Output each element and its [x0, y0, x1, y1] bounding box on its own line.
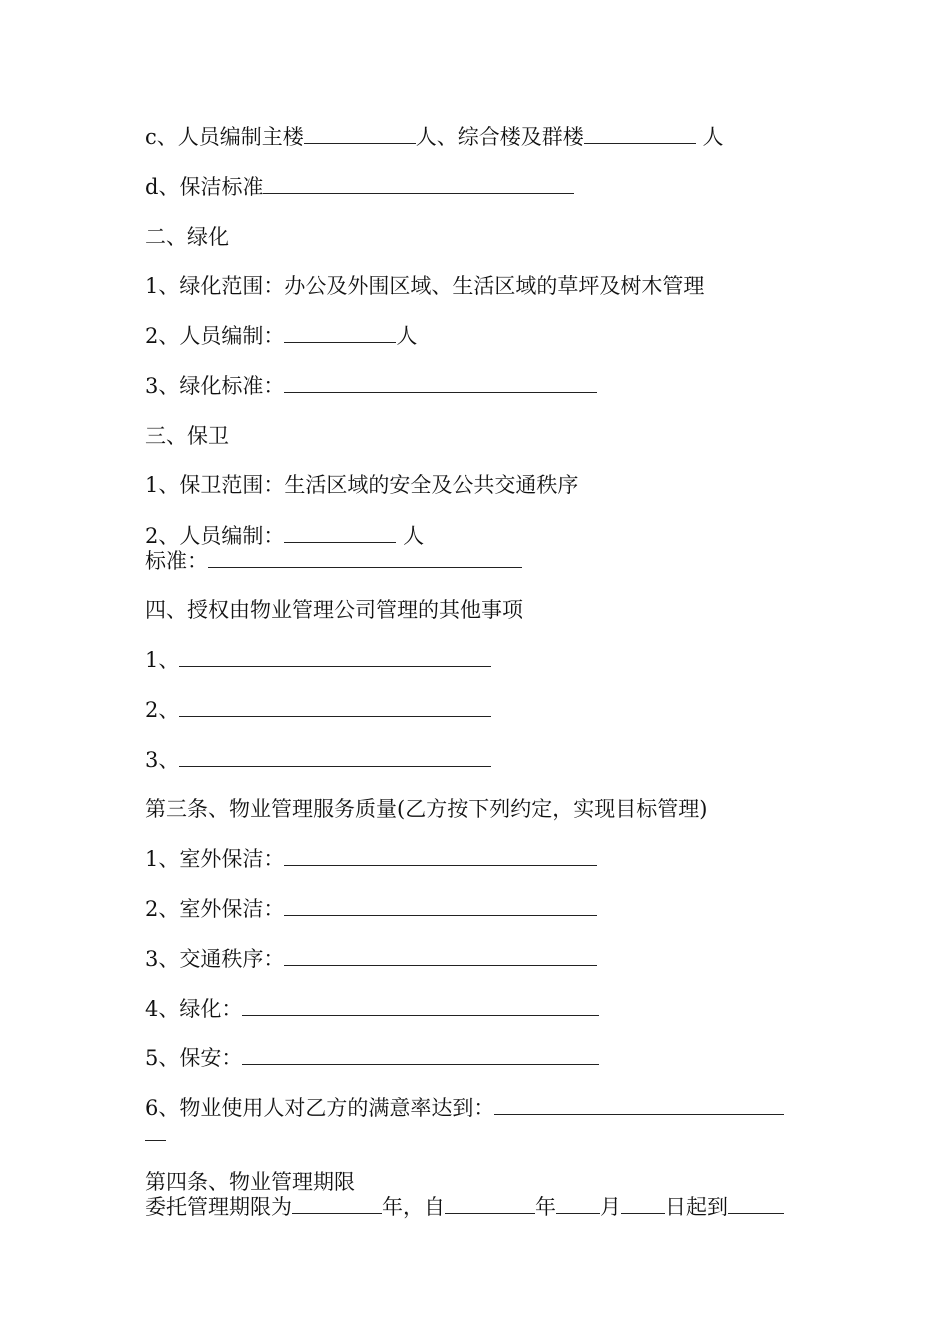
other-matter-1: 1、 [145, 647, 491, 673]
section-security-heading: 三、保卫 [145, 424, 229, 448]
cleaning-standard-line: d、保洁标准 [145, 174, 574, 200]
blank-field[interactable] [728, 1194, 784, 1214]
blank-field[interactable] [304, 124, 416, 144]
security-staffing-line: 2、人员编制： 人 [145, 524, 425, 548]
blank-field[interactable] [284, 323, 396, 343]
blank-field[interactable] [292, 1194, 382, 1214]
blank-field[interactable] [208, 548, 522, 568]
security-standard-line: 标准： [145, 548, 522, 574]
greening-staffing-line: 2、人员编制： 人 [145, 324, 418, 348]
blank-field[interactable] [284, 846, 597, 866]
blank-field[interactable] [179, 747, 491, 767]
blank-field[interactable] [242, 1045, 599, 1065]
blank-field[interactable] [445, 1194, 535, 1214]
blank-field[interactable] [494, 1095, 784, 1115]
term-line: 委托管理期限为 年，自 年 月 日起到 [145, 1194, 784, 1220]
blank-field[interactable] [284, 523, 396, 543]
quality-item-4: 4、绿化： [145, 996, 599, 1022]
blank-field[interactable] [556, 1194, 600, 1214]
staffing-cleaning-line: c、人员编制主楼 人、综合楼及群楼 人 [145, 125, 724, 149]
blank-field-continuation [145, 1140, 166, 1141]
blank-field[interactable] [242, 996, 599, 1016]
blank-field[interactable] [284, 896, 597, 916]
blank-field[interactable] [584, 124, 696, 144]
blank-field[interactable] [284, 946, 597, 966]
other-matter-3: 3、 [145, 747, 491, 773]
quality-item-5: 5、保安： [145, 1045, 599, 1071]
section-greening-heading: 二、绿化 [145, 225, 229, 249]
quality-item-6: 6、物业使用人对乙方的满意率达到： [145, 1095, 784, 1121]
blank-field[interactable] [263, 174, 574, 194]
quality-item-2: 2、室外保洁： [145, 896, 597, 922]
section-other-matters-heading: 四、授权由物业管理公司管理的其他事项 [145, 598, 523, 622]
blank-field[interactable] [179, 647, 491, 667]
greening-scope-line: 1、绿化范围：办公及外围区域、生活区域的草坪及树木管理 [145, 274, 705, 298]
blank-field[interactable] [179, 697, 491, 717]
other-matter-2: 2、 [145, 697, 491, 723]
security-scope-line: 1、保卫范围：生活区域的安全及公共交通秩序 [145, 473, 579, 497]
blank-field[interactable] [284, 373, 597, 393]
blank-field[interactable] [621, 1194, 665, 1214]
article-3-heading: 第三条、物业管理服务质量(乙方按下列约定，实现目标管理) [145, 797, 708, 821]
article-4-heading: 第四条、物业管理期限 [145, 1170, 355, 1194]
greening-standard-line: 3、绿化标准： [145, 373, 597, 399]
quality-item-3: 3、交通秩序： [145, 946, 597, 972]
quality-item-1: 1、室外保洁： [145, 846, 597, 872]
